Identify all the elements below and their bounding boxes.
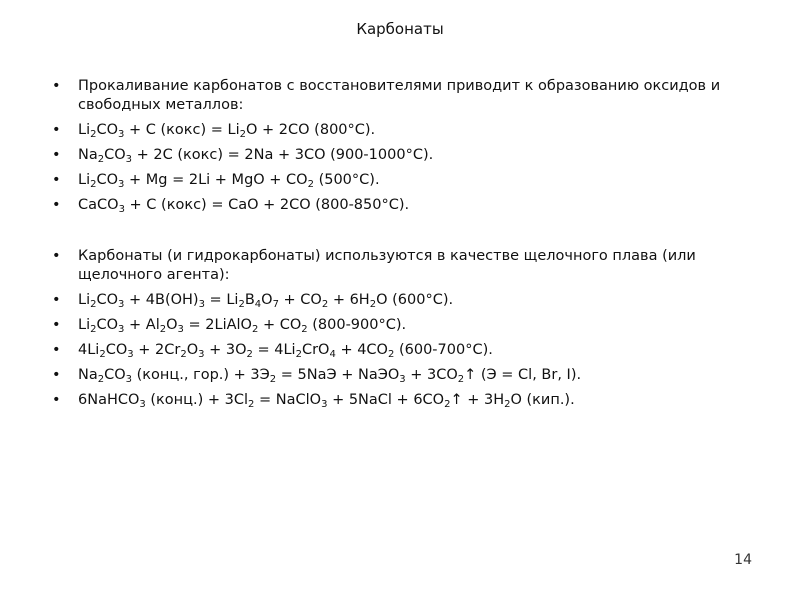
bullet-marker: • bbox=[52, 342, 61, 358]
bullet-item-equation bbox=[52, 121, 772, 140]
equation-text: $Li_2CO_3 + 4B(OH)_3 = Li_2B_4O_7 + CO_2 + 6H_2O$ (600°C). bbox=[78, 292, 454, 310]
equation-text: $Na_2CO_3$ (конц., $гор.) + 3Э_2 = 5NaЭ$ + NaЭO$_3$ + $3CO_2↑$ (Э = Cl, Br, I). bbox=[78, 367, 582, 385]
bullet-item-equation bbox=[52, 291, 772, 310]
bullet-item-equation bbox=[52, 316, 772, 335]
bullet-text: Прокаливание карбонатов с восстановителями приводит к образованию оксидов и свободных металлов: bbox=[78, 78, 721, 113]
equation-text: $Na_2CO_3 + 2C$ (кокс) = 2Na + 3CO (900-1000°C). bbox=[78, 147, 434, 165]
bullet-item-equation bbox=[52, 196, 772, 215]
slide-title: Карбонаты bbox=[356, 20, 444, 38]
equation-text: CaCO$_3$ + C (кокс) = CaO + 2CO (800-850°C). bbox=[78, 197, 410, 215]
bullet-marker: • bbox=[52, 292, 61, 308]
bullet-item-intro-2 bbox=[52, 247, 772, 285]
slide-content bbox=[52, 77, 772, 416]
equation-text: $Li_2CO_3 + Mg = 2Li$ + MgO + $CO_2$ (500°C). bbox=[78, 172, 380, 190]
bullet-item-equation bbox=[52, 391, 772, 410]
equation-text: $Li_2CO_3 + C$ (кокс) = $Li_2O + 2CO$ (800°C). bbox=[78, 122, 376, 140]
bullet-marker: • bbox=[52, 78, 61, 94]
bullet-marker: • bbox=[52, 367, 61, 383]
bullet-marker: • bbox=[52, 317, 61, 333]
bullet-item-equation bbox=[52, 341, 772, 360]
bullet-marker: • bbox=[52, 172, 61, 188]
bullet-marker: • bbox=[52, 147, 61, 163]
bullet-marker: • bbox=[52, 392, 61, 408]
equation-text: 6NaHCO$_3$ (конц.) + $3Cl_2$ = NaClO$_3$ + 5NaCl + $6CO_2↑ + 3H_2O$ (кип.). bbox=[78, 392, 575, 410]
equation-text: $Li_2CO_3 + Al_2O_3$ = 2LiAlO$_2$ + $CO_2$ (800-900°C). bbox=[78, 317, 407, 335]
bullet-item-equation bbox=[52, 366, 772, 385]
bullet-item-intro-1 bbox=[52, 77, 772, 115]
bullet-marker: • bbox=[52, 248, 61, 264]
bullet-item-equation bbox=[52, 171, 772, 190]
page-number: 14 bbox=[734, 552, 752, 568]
bullet-item-equation bbox=[52, 146, 772, 165]
bullet-marker: • bbox=[52, 122, 61, 138]
equation-text: $4Li_2CO_3 + 2Cr_2O_3 + 3O_2 = 4Li_2CrO_4 + 4CO_2$ (600-700°C). bbox=[78, 342, 493, 360]
bullet-text: Карбонаты (и гидрокарбонаты) используются в качестве щелочного плава (или щелочного агента): bbox=[78, 248, 696, 283]
bullet-marker: • bbox=[52, 197, 61, 213]
